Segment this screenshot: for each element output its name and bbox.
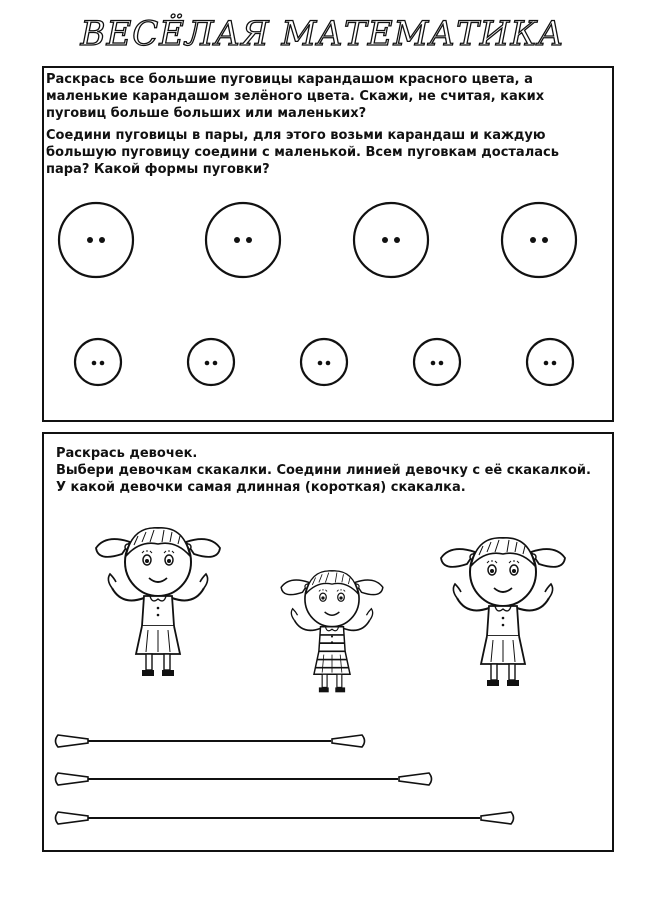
girl-right xyxy=(441,538,565,686)
jump-rope-medium xyxy=(56,773,432,785)
small-button xyxy=(414,339,460,385)
jump-rope-short xyxy=(56,735,365,747)
small-button xyxy=(301,339,347,385)
small-button xyxy=(75,339,121,385)
girl-left xyxy=(96,528,220,676)
girls-task-line-2: Выбери девочкам скакалки. Соедини линией девочку с её скакалкой. xyxy=(56,463,591,478)
girl-middle-small xyxy=(281,571,383,692)
small-button xyxy=(527,339,573,385)
girls-task-line-1: Раскрась девочек. xyxy=(56,446,198,461)
big-button xyxy=(59,203,133,277)
page-title: ВЕСЁЛАЯ МАТЕМАТИКА xyxy=(80,14,565,54)
big-button xyxy=(502,203,576,277)
big-button xyxy=(206,203,280,277)
buttons-task-text-2: Соедини пуговицы в пары, для этого возьми карандаш и каждую большую пуговицу соедини с маленькой. Всем пуговкам досталась пара? Какой формы пуговки? xyxy=(46,128,559,177)
jump-rope-long xyxy=(56,812,514,824)
buttons-task-text-1: Раскрась все большие пуговицы карандашом красного цвета, а маленькие карандашом зелёного цвета. Скажи, не считая, каких пуговиц больше больших или маленьких? xyxy=(46,72,545,121)
big-button xyxy=(354,203,428,277)
small-button xyxy=(188,339,234,385)
girls-task-line-3: У какой девочки самая длинная (короткая) скакалка. xyxy=(56,480,466,495)
